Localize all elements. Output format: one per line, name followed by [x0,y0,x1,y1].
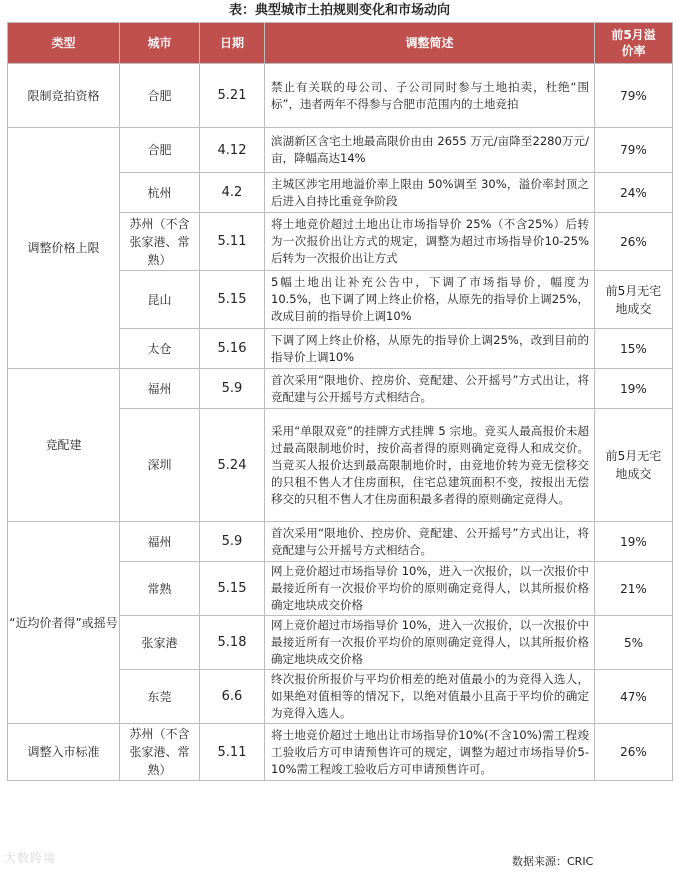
header-rate: 前5月溢价率 [595,23,673,64]
cell-date: 5.16 [200,329,265,369]
cell-date: 4.12 [200,128,265,173]
header-desc: 调整简述 [265,23,595,64]
cell-desc: 首次采用“限地价、控房价、竞配建、公开摇号”方式出让，将竞配建与公开摇号方式相结合。 [265,369,595,409]
cell-rate: 19% [595,369,673,409]
header-row [8,23,673,64]
cell-date: 5.11 [200,213,265,271]
cell-date: 5.18 [200,616,265,670]
header-date: 日期 [200,23,265,64]
cell-date: 5.21 [200,64,265,128]
cell-city: 苏州（不含张家港、常熟） [120,213,200,271]
cell-city: 深圳 [120,409,200,522]
cell-desc: 滨湖新区含宅土地最高限价由由 2655 万元/亩降至2280万元/亩，降幅高达14% [265,128,595,173]
cell-desc: 终次报价所报价与平均价相差的绝对值最小的为竞得入选人，如果绝对值相等的情况下，以绝对值最小且高于平均价的确定为竞得入选人。 [265,670,595,724]
policy-table [7,22,673,781]
cell-rate: 79% [595,128,673,173]
cell-date: 5.24 [200,409,265,522]
cell-date: 5.9 [200,369,265,409]
cell-city: 昆山 [120,271,200,329]
cell-rate: 前5月无宅地成交 [595,271,673,329]
cell-rate: 5% [595,616,673,670]
table-row [8,128,673,173]
cell-rate: 15% [595,329,673,369]
data-source: 数据来源：CRIC [512,855,594,868]
cell-date: 5.15 [200,562,265,616]
header-type: 类型 [8,23,120,64]
table-row [8,522,673,562]
cell-city: 东莞 [120,670,200,724]
cell-city: 苏州（不含张家港、常熟） [120,724,200,781]
cell-desc: 下调了网上终止价格，从原先的指导价上调25%，改到目前的指导价上调10% [265,329,595,369]
cell-rate: 26% [595,724,673,781]
cell-city: 合肥 [120,64,200,128]
cell-desc: 主城区涉宅用地溢价率上限由 50%调至 30%，溢价率封顶之后进入自持比重竞争阶段 [265,173,595,213]
cell-type: 调整价格上限 [8,128,120,369]
cell-rate: 21% [595,562,673,616]
cell-city: 太仓 [120,329,200,369]
table-row [8,369,673,409]
cell-date: 5.11 [200,724,265,781]
cell-desc: 5幅土地出让补充公告中，下调了市场指导价，幅度为10.5%，也下调了网上终止价格，从原先的指导价上调25%，改成目前的指导价上调10% [265,271,595,329]
cell-desc: 将土地竞价超过土地出让市场指导价 25%（不含25%）后转为一次报价出让方式的规定，调整为超过市场指导价10-25%后转为一次报价出让方式 [265,213,595,271]
cell-date: 4.2 [200,173,265,213]
cell-city: 福州 [120,522,200,562]
cell-rate: 前5月无宅地成交 [595,409,673,522]
cell-desc: 网上竞价超过市场指导价 10%，进入一次报价，以一次报价中最接近所有一次报价平均价的原则确定竞得人，以其所报价格确定地块成交价格 [265,562,595,616]
cell-date: 6.6 [200,670,265,724]
cell-type: 限制竞拍资格 [8,64,120,128]
cell-type: 调整入市标准 [8,724,120,781]
table-row [8,724,673,781]
watermark-logo: 大数跨境 [4,851,57,865]
cell-date: 5.15 [200,271,265,329]
cell-rate: 26% [595,213,673,271]
cell-city: 常熟 [120,562,200,616]
cell-rate: 47% [595,670,673,724]
cell-desc: 将土地竞价超过土地出让市场指导价10%(不含10%)需工程竣工验收后方可申请预售许可的规定，调整为超过市场指导价5-10%需工程竣工验收后方可申请预售许可。 [265,724,595,781]
cell-rate: 19% [595,522,673,562]
cell-desc: 首次采用“限地价、控房价、竞配建、公开摇号”方式出让，将竞配建与公开摇号方式相结合。 [265,522,595,562]
cell-desc: 禁止有关联的母公司、子公司同时参与土地拍卖，杜绝“围标”，违者两年不得参与合肥市范围内的土地竞拍 [265,64,595,128]
cell-desc: 采用“单限双竞”的挂牌方式挂牌 5 宗地。竞买人最高报价未超过最高限制地价时，按价高者得的原则确定竞得人和成交价。当竞买人报价达到最高限制地价时，由竞地价转为竞无偿移交的只租不售人才住房面积，住宅总建筑面积不变，按报出无偿移交的只租不售人才住房面积最多者得的原则确定竞得人。 [265,409,595,522]
cell-city: 张家港 [120,616,200,670]
cell-rate: 79% [595,64,673,128]
table-row [8,64,673,128]
cell-city: 合肥 [120,128,200,173]
cell-date: 5.9 [200,522,265,562]
cell-type: 竞配建 [8,369,120,522]
header-city: 城市 [120,23,200,64]
cell-rate: 24% [595,173,673,213]
cell-city: 福州 [120,369,200,409]
table-title: 表：典型城市土拍规则变化和市场动向 [228,3,450,18]
cell-desc: 网上竞价超过市场指导价 10%，进入一次报价，以一次报价中最接近所有一次报价平均价的原则确定竞得人，以其所报价格确定地块成交价格 [265,616,595,670]
cell-type: “近均价者得”或摇号 [8,522,120,724]
cell-city: 杭州 [120,173,200,213]
